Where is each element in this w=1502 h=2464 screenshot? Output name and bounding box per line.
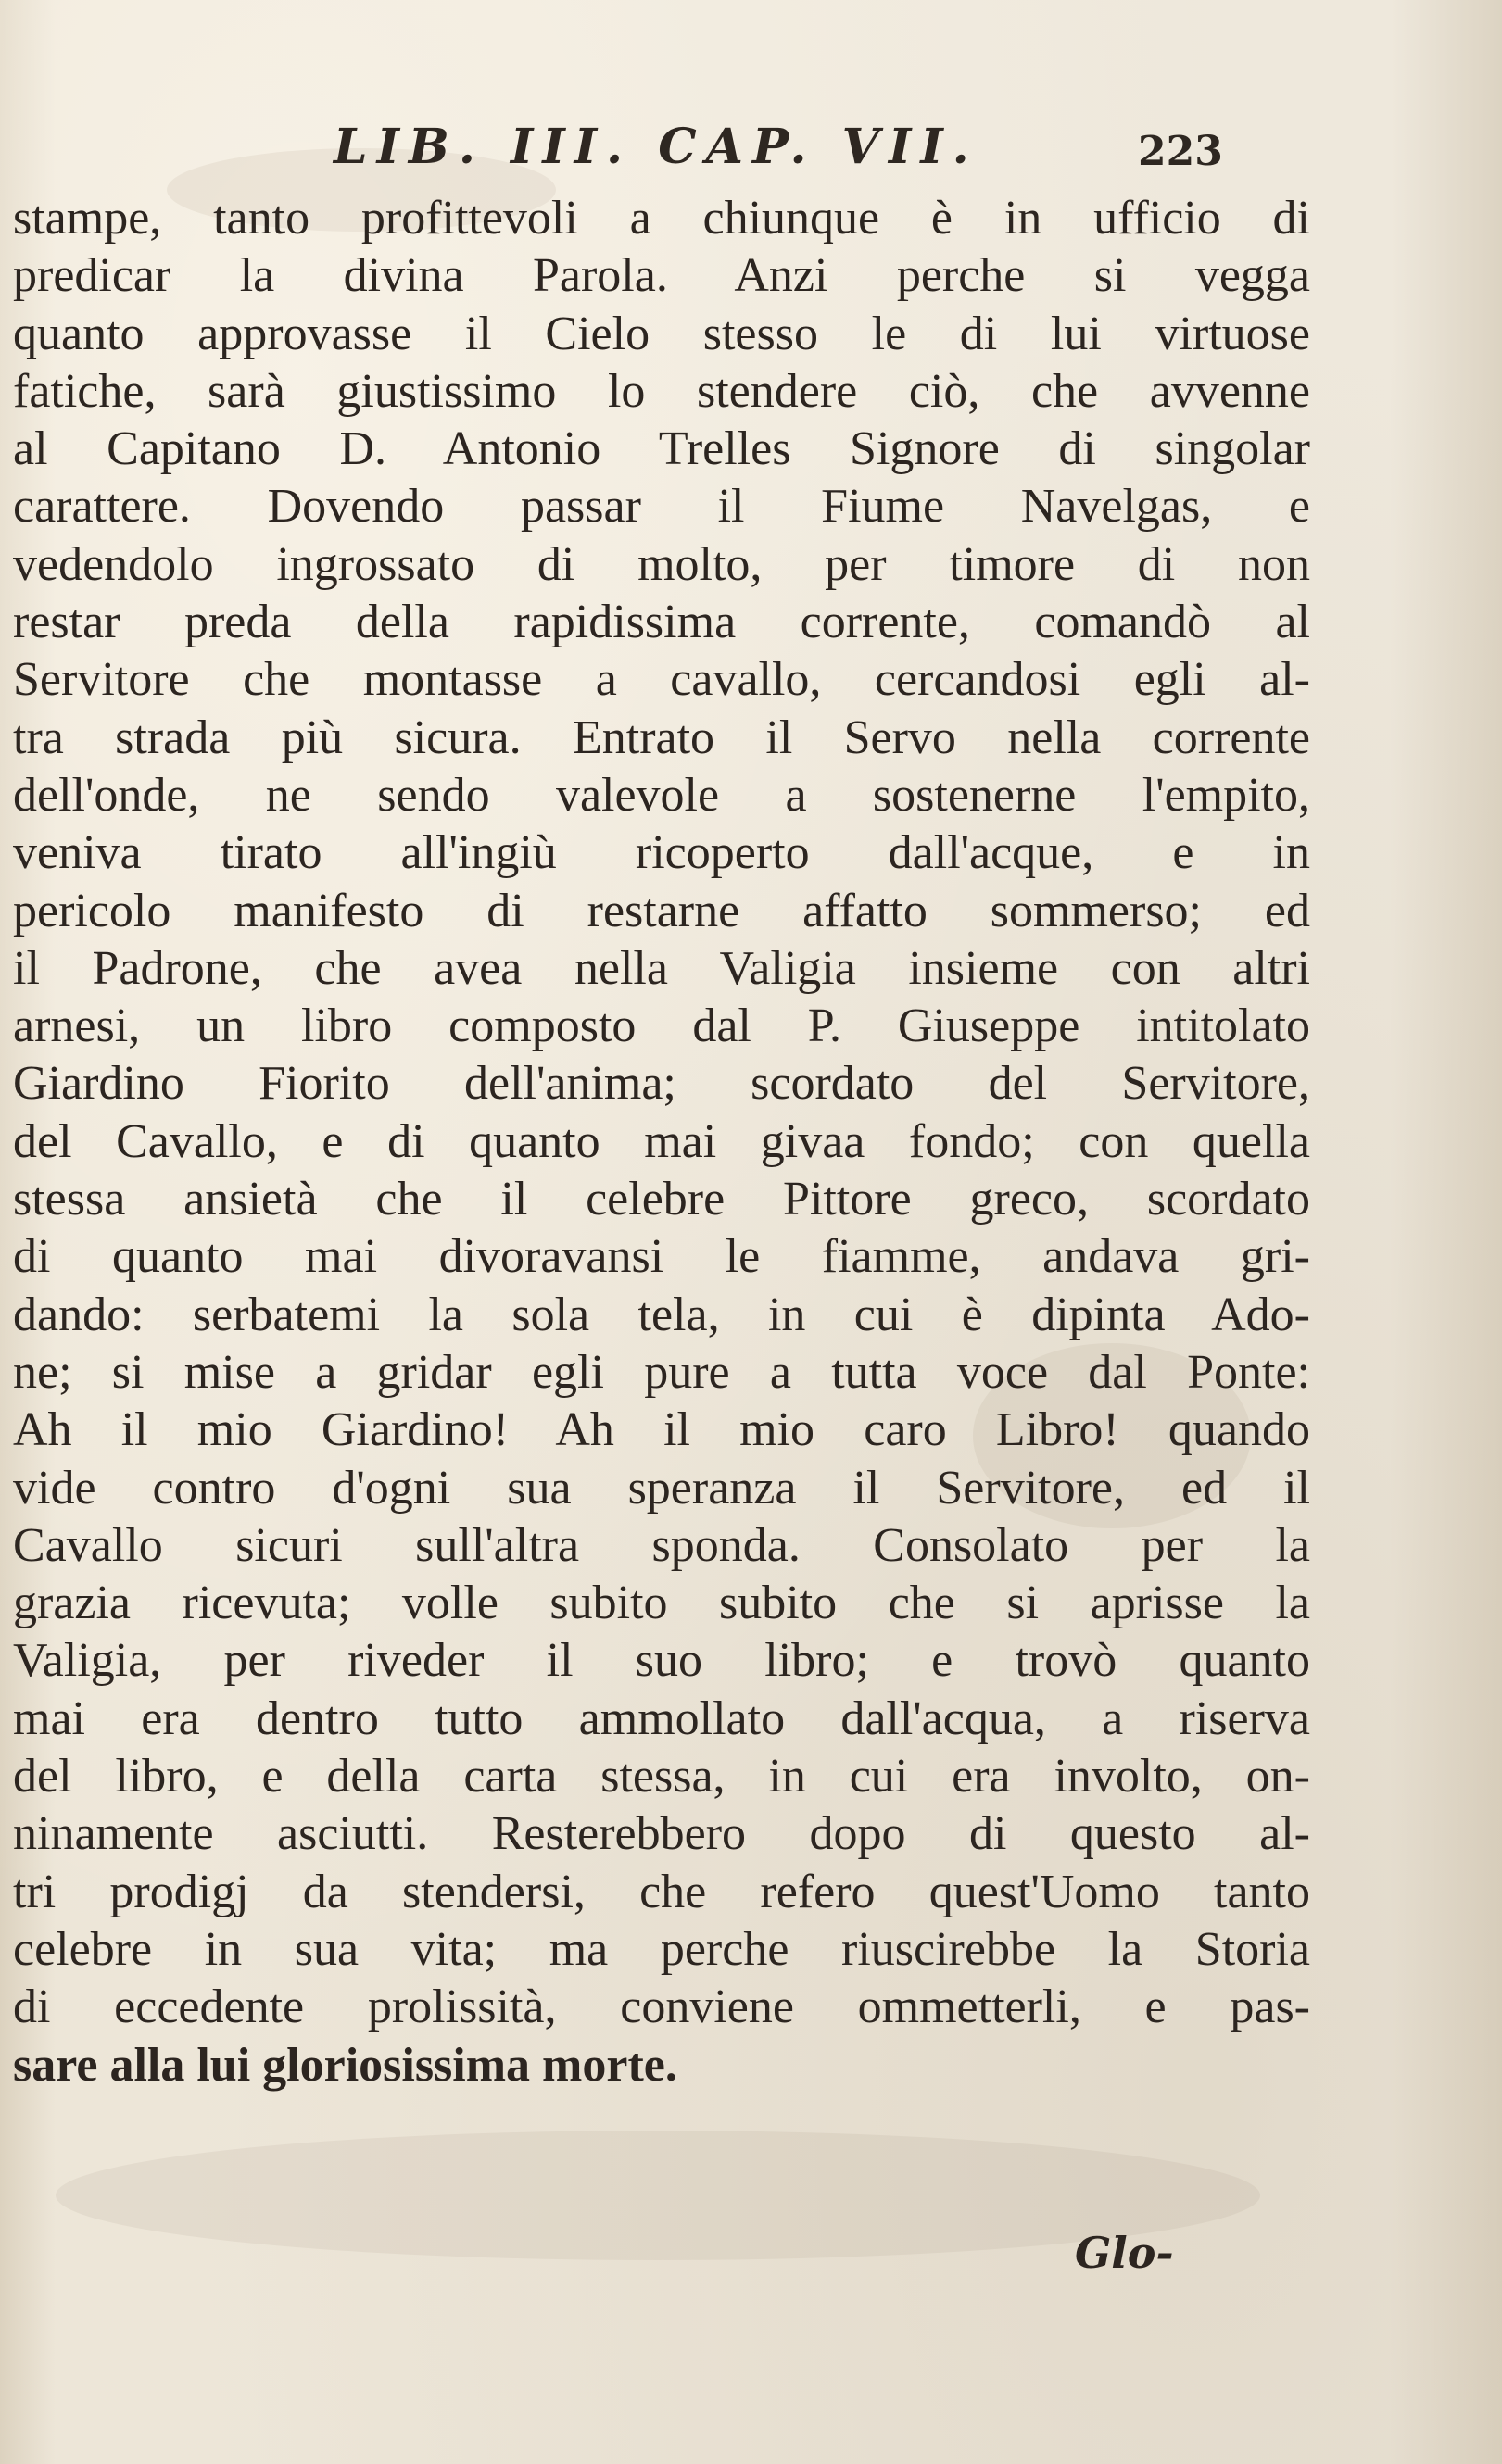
text-line: al Capitano D. Antonio Trelles Signore di singolar [13, 422, 1310, 476]
text-line: Giardino Fiorito dell'anima; scordato del Servitore, [13, 1057, 1310, 1111]
catchword: Glo- [1075, 2228, 1174, 2278]
text-line: tra strada più sicura. Entrato il Servo nella corrente [13, 710, 1310, 764]
text-line: di eccedente prolissità, conviene ommetterli, e pas- [13, 1980, 1310, 2034]
text-line: predicar la divina Parola. Anzi perche si vegga [13, 249, 1310, 303]
text-line: stampe, tanto profittevoli a chiunque è in ufficio di [13, 192, 1310, 245]
text-line: Ah il mio Giardino! Ah il mio caro Libro! quando [13, 1403, 1310, 1457]
text-line: il Padrone, che avea nella Valigia insieme con altri [13, 941, 1310, 995]
text-line: del libro, e della carta stessa, in cui era involto, on- [13, 1750, 1310, 1804]
text-line: fatiche, sarà giustissimo lo stendere ciò, che avvenne [13, 364, 1310, 418]
text-line: tri prodigj da stendersi, che refero quest'Uomo tanto [13, 1865, 1310, 1918]
text-line: Valigia, per riveder il suo libro; e trovò quanto [13, 1634, 1310, 1688]
text-line: pericolo manifesto di restarne affatto sommerso; ed [13, 884, 1310, 937]
text-line: del Cavallo, e di quanto mai givaa fondo; con quella [13, 1114, 1310, 1168]
text-line: quanto approvasse il Cielo stesso le di lui virtuose [13, 307, 1310, 360]
text-line: Servitore che montasse a cavallo, cercandosi egli al- [13, 653, 1310, 707]
text-line: ninamente asciutti. Resterebbero dopo di questo al- [13, 1807, 1310, 1861]
text-line: carattere. Dovendo passar il Fiume Navelgas, e [13, 480, 1310, 534]
text-line: vide contro d'ogni sua speranza il Servitore, ed il [13, 1461, 1310, 1515]
text-line: Cavallo sicuri sull'altra sponda. Consolato per la [13, 1518, 1310, 1572]
text-line: restar preda della rapidissima corrente, comandò al [13, 596, 1310, 649]
text-line: stessa ansietà che il celebre Pittore greco, scordato [13, 1173, 1310, 1226]
text-line: arnesi, un libro composto dal P. Giuseppe intitolato [13, 999, 1310, 1053]
text-line: dando: serbatemi la sola tela, in cui è dipinta Ado- [13, 1288, 1310, 1341]
text-line: vedendolo ingrossato di molto, per timore di non [13, 537, 1310, 591]
page-header [0, 119, 1502, 183]
text-line: veniva tirato all'ingiù ricoperto dall'acque, e in [13, 826, 1310, 880]
text-line: grazia ricevuta; volle subito subito che si aprisse la [13, 1577, 1310, 1630]
running-head: LIB. III. CAP. VII. [334, 119, 978, 175]
text-line: di quanto mai divoravansi le fiamme, andava gri- [13, 1230, 1310, 1284]
text-line-last: sare alla lui gloriosissima morte. [13, 2038, 677, 2092]
text-line: celebre in sua vita; ma perche riuscirebbe la Storia [13, 1922, 1310, 1976]
text-line: dell'onde, ne sendo valevole a sostenerne l'empito, [13, 768, 1310, 822]
text-line: ne; si mise a gridar egli pure a tutta voce dal Ponte: [13, 1345, 1310, 1399]
body-text [13, 190, 1310, 2094]
page-number: 223 [1138, 128, 1223, 175]
text-line: mai era dentro tutto ammollato dall'acqua, a riserva [13, 1691, 1310, 1745]
